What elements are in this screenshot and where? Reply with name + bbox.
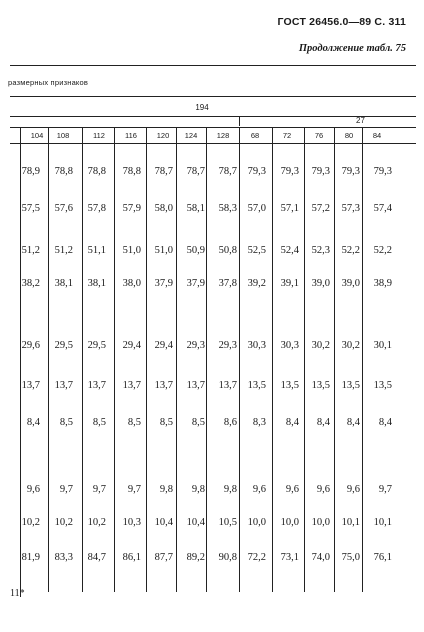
table-cell: 30,3 bbox=[280, 340, 299, 351]
table-cell: 58,0 bbox=[154, 203, 173, 214]
table-cell: 51,1 bbox=[87, 245, 106, 256]
table-cell: 8,5 bbox=[92, 417, 106, 428]
table-cell: 51,0 bbox=[154, 245, 173, 256]
table-cell: 57,4 bbox=[373, 203, 392, 214]
table-cell: 50,8 bbox=[218, 245, 237, 256]
column-header: 124 bbox=[184, 131, 198, 140]
table-cell: 38,1 bbox=[54, 278, 73, 289]
group-header-27: 27 bbox=[356, 116, 365, 125]
table-cell: 57,3 bbox=[341, 203, 360, 214]
table-cell: 8,4 bbox=[285, 417, 299, 428]
table-cell: 13,5 bbox=[311, 380, 330, 391]
table-cell: 84,7 bbox=[87, 552, 106, 563]
table-cell: 58,3 bbox=[218, 203, 237, 214]
column-header: 120 bbox=[156, 131, 170, 140]
column-header: 116 bbox=[125, 131, 137, 140]
column-header: 80 bbox=[344, 131, 354, 140]
subgroup-rule bbox=[10, 127, 416, 128]
table-cell: 29,5 bbox=[87, 340, 106, 351]
table-cell: 8,5 bbox=[191, 417, 205, 428]
column-header: 128 bbox=[216, 131, 230, 140]
table-cell: 30,1 bbox=[373, 340, 392, 351]
table-cell: 79,3 bbox=[280, 166, 299, 177]
column-header: 72 bbox=[282, 131, 292, 140]
table-cell: 13,7 bbox=[21, 380, 40, 391]
table-cell: 38,2 bbox=[21, 278, 40, 289]
table-cell: 9,8 bbox=[191, 484, 205, 495]
table-cell: 8,4 bbox=[346, 417, 360, 428]
table-cell: 74,0 bbox=[311, 552, 330, 563]
table-cell: 8,4 bbox=[378, 417, 392, 428]
table-cell: 10,5 bbox=[218, 517, 237, 528]
table-cell: 9,7 bbox=[378, 484, 392, 495]
table-cell: 52,5 bbox=[247, 245, 266, 256]
page-footer-mark: 11* bbox=[10, 588, 25, 599]
table-cell: 29,3 bbox=[186, 340, 205, 351]
table-cell: 10,1 bbox=[373, 517, 392, 528]
table-cell: 73,1 bbox=[280, 552, 299, 563]
table-cell: 78,7 bbox=[186, 166, 205, 177]
table-cell: 29,6 bbox=[21, 340, 40, 351]
table-cell: 39,1 bbox=[280, 278, 299, 289]
table-cell: 78,8 bbox=[122, 166, 141, 177]
table-cell: 9,6 bbox=[316, 484, 330, 495]
table-cell: 13,7 bbox=[54, 380, 73, 391]
table-cell: 10,0 bbox=[311, 517, 330, 528]
table-cell: 13,7 bbox=[122, 380, 141, 391]
group-header-194: 194 bbox=[195, 103, 209, 112]
column-header: 104 bbox=[30, 131, 44, 140]
table-cell: 38,9 bbox=[373, 278, 392, 289]
table-cell: 38,0 bbox=[122, 278, 141, 289]
header-rule bbox=[10, 65, 416, 66]
table-cell: 9,6 bbox=[285, 484, 299, 495]
table-top-rule bbox=[10, 96, 416, 97]
table-cell: 78,9 bbox=[21, 166, 40, 177]
table-cell: 75,0 bbox=[341, 552, 360, 563]
table-cell: 79,3 bbox=[373, 166, 392, 177]
table-cell: 29,5 bbox=[54, 340, 73, 351]
table-cell: 10,4 bbox=[186, 517, 205, 528]
column-header: 68 bbox=[250, 131, 260, 140]
table-cell: 57,5 bbox=[21, 203, 40, 214]
table-cell: 29,3 bbox=[218, 340, 237, 351]
table-cell: 30,2 bbox=[341, 340, 360, 351]
column-header: 112 bbox=[93, 131, 105, 140]
table-cell: 78,7 bbox=[154, 166, 173, 177]
table-cell: 13,7 bbox=[87, 380, 106, 391]
table-cell: 10,2 bbox=[87, 517, 106, 528]
table-cell: 89,2 bbox=[186, 552, 205, 563]
table-cell: 57,6 bbox=[54, 203, 73, 214]
table-cell: 52,2 bbox=[341, 245, 360, 256]
table-cell: 78,7 bbox=[218, 166, 237, 177]
table-cell: 8,5 bbox=[59, 417, 73, 428]
table-cell: 57,8 bbox=[87, 203, 106, 214]
table-cell: 39,2 bbox=[247, 278, 266, 289]
table-cell: 51,2 bbox=[54, 245, 73, 256]
table-cell: 52,2 bbox=[373, 245, 392, 256]
table-cell: 10,2 bbox=[21, 517, 40, 528]
table-cell: 10,4 bbox=[154, 517, 173, 528]
table-cell: 38,1 bbox=[87, 278, 106, 289]
table-cell: 86,1 bbox=[122, 552, 141, 563]
table-cell: 90,8 bbox=[218, 552, 237, 563]
table-cell: 8,5 bbox=[127, 417, 141, 428]
table-cell: 37,9 bbox=[154, 278, 173, 289]
table-cell: 10,0 bbox=[247, 517, 266, 528]
table-cell: 9,6 bbox=[26, 484, 40, 495]
table-cell: 57,0 bbox=[247, 203, 266, 214]
table-cell: 13,5 bbox=[373, 380, 392, 391]
table-cell: 9,6 bbox=[346, 484, 360, 495]
table-cell: 52,4 bbox=[280, 245, 299, 256]
table-cell: 9,8 bbox=[159, 484, 173, 495]
table-cell: 39,0 bbox=[341, 278, 360, 289]
table-cell: 51,2 bbox=[21, 245, 40, 256]
table-cell: 13,7 bbox=[154, 380, 173, 391]
table-cell: 9,7 bbox=[127, 484, 141, 495]
table-cell: 13,5 bbox=[280, 380, 299, 391]
table-cell: 9,7 bbox=[92, 484, 106, 495]
table-cell: 29,4 bbox=[154, 340, 173, 351]
table-cell: 8,6 bbox=[223, 417, 237, 428]
table-cell: 8,5 bbox=[159, 417, 173, 428]
table-caption: размерных признаков bbox=[8, 78, 89, 87]
table-cell: 13,5 bbox=[341, 380, 360, 391]
table-cell: 79,3 bbox=[247, 166, 266, 177]
table-cell: 57,2 bbox=[311, 203, 330, 214]
table-cell: 79,3 bbox=[311, 166, 330, 177]
table-cell: 37,9 bbox=[186, 278, 205, 289]
table-cell: 58,1 bbox=[186, 203, 205, 214]
table-cell: 79,3 bbox=[341, 166, 360, 177]
table-cell: 37,8 bbox=[218, 278, 237, 289]
table-cell: 30,3 bbox=[247, 340, 266, 351]
table-cell: 72,2 bbox=[247, 552, 266, 563]
table-cell: 13,7 bbox=[186, 380, 205, 391]
table-cell: 13,7 bbox=[218, 380, 237, 391]
table-cell: 78,8 bbox=[54, 166, 73, 177]
column-header-bottom-rule bbox=[10, 143, 416, 144]
column-header: 84 bbox=[372, 131, 382, 140]
table-cell: 10,3 bbox=[122, 517, 141, 528]
group-divider-tick bbox=[239, 116, 240, 126]
table-cell: 9,7 bbox=[59, 484, 73, 495]
table-cell: 8,4 bbox=[316, 417, 330, 428]
table-cell: 10,2 bbox=[54, 517, 73, 528]
column-header: 108 bbox=[56, 131, 70, 140]
table-cell: 78,8 bbox=[87, 166, 106, 177]
table-cell: 57,1 bbox=[280, 203, 299, 214]
table-cell: 30,2 bbox=[311, 340, 330, 351]
table-cell: 81,9 bbox=[21, 552, 40, 563]
table-cell: 76,1 bbox=[373, 552, 392, 563]
table-cell: 57,9 bbox=[122, 203, 141, 214]
table-cell: 8,4 bbox=[26, 417, 40, 428]
table-cell: 13,5 bbox=[247, 380, 266, 391]
table-cell: 10,1 bbox=[341, 517, 360, 528]
table-cell: 87,7 bbox=[154, 552, 173, 563]
table-cell: 8,3 bbox=[252, 417, 266, 428]
page-header-doc-number: ГОСТ 26456.0—89 С. 311 bbox=[277, 16, 406, 28]
table-continuation-label: Продолжение табл. 75 bbox=[298, 43, 406, 54]
table-cell: 9,8 bbox=[223, 484, 237, 495]
table-cell: 29,4 bbox=[122, 340, 141, 351]
table-cell: 50,9 bbox=[186, 245, 205, 256]
table-cell: 9,6 bbox=[252, 484, 266, 495]
column-header: 76 bbox=[314, 131, 324, 140]
table-cell: 51,0 bbox=[122, 245, 141, 256]
table-cell: 10,0 bbox=[280, 517, 299, 528]
table-cell: 39,0 bbox=[311, 278, 330, 289]
table-cell: 83,3 bbox=[54, 552, 73, 563]
table-cell: 52,3 bbox=[311, 245, 330, 256]
